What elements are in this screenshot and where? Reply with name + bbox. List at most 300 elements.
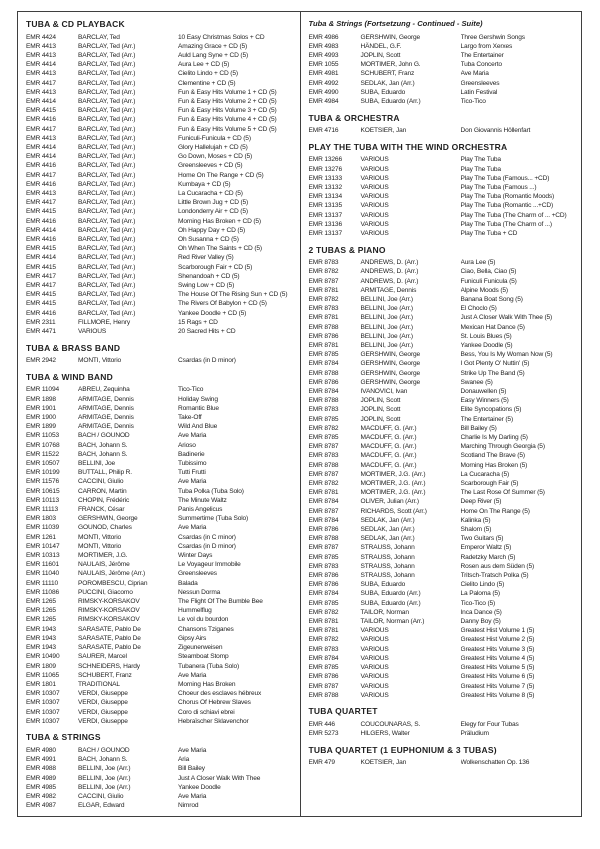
composer-name: SEDLAK, Jan (Arr.): [360, 516, 415, 524]
catalog-row: [309, 220, 576, 229]
emr-number: EMR 11110: [26, 579, 59, 587]
catalog-row: [309, 267, 576, 276]
emr-number: EMR 8786: [308, 572, 339, 580]
emr-number: EMR 5273: [308, 730, 339, 738]
composer-name: BARCLAY, Ted (Arr.): [78, 79, 136, 87]
piece-title: Aura Lee + CD (5): [178, 61, 230, 69]
composer-name: BARCLAY, Ted (Arr.): [78, 189, 136, 197]
composer-name: MORTIMER, John G.: [360, 61, 421, 69]
piece-title: Gipsy Airs: [178, 634, 207, 642]
composer-name: BARCLAY, Ted (Arr.): [78, 281, 136, 289]
piece-title: Cielito Lindo + CD (5): [178, 70, 238, 78]
piece-title: La Cucaracha (5): [460, 470, 510, 478]
emr-number: EMR 8784: [308, 498, 339, 506]
emr-number: EMR 10768: [26, 441, 60, 449]
emr-number: EMR 8788: [308, 397, 339, 405]
catalog-row: [309, 313, 576, 322]
catalog-row: [26, 327, 294, 336]
piece-title: Ave Maria: [178, 432, 207, 440]
composer-name: BARCLAY, Ted (Arr.): [78, 143, 136, 151]
piece-title: Charlie Is My Darling (5): [460, 434, 528, 442]
catalog-section: [309, 245, 576, 700]
piece-title: Greatest Hits Volume 3 (5): [460, 645, 535, 653]
piece-title: Oh Happy Day + CD (5): [178, 226, 246, 234]
composer-name: VARIOUS: [360, 193, 389, 201]
catalog-row: [309, 155, 576, 164]
emr-number: EMR 8787: [308, 544, 339, 552]
catalog-row: [309, 258, 576, 267]
emr-number: EMR 8781: [308, 286, 339, 294]
catalog-row: [309, 758, 576, 767]
composer-name: VARIOUS: [360, 691, 389, 699]
emr-number: EMR 4416: [26, 180, 56, 188]
emr-number: EMR 4414: [26, 61, 56, 69]
piece-title: Fun & Easy Hits Volume 1 + CD (5): [178, 88, 277, 96]
composer-name: FILLMORE, Henry: [78, 318, 130, 326]
piece-title: Ave Maria: [460, 70, 489, 78]
piece-title: Tutti Frutti: [178, 469, 206, 477]
catalog-row: [26, 708, 294, 717]
catalog-row: [309, 350, 576, 359]
composer-name: VARIOUS: [78, 328, 107, 335]
catalog-row: [309, 691, 576, 700]
piece-title: Scotland The Brave (5): [460, 452, 525, 460]
composer-name: STRAUSS, Johann: [360, 572, 415, 580]
piece-title: Latin Festival: [460, 88, 498, 96]
emr-number: EMR 1261: [26, 533, 56, 541]
composer-name: RICHARDS, Scott (Arr.): [360, 507, 427, 515]
composer-name: VARIOUS: [360, 673, 389, 681]
catalog-row: [26, 459, 294, 468]
composer-name: ANDREWS, D. (Arr.): [360, 277, 419, 285]
composer-name: MACDUFF, G. (Arr.): [360, 461, 417, 469]
catalog-row: [26, 134, 294, 143]
catalog-row: [26, 634, 294, 643]
section-rows: [309, 258, 576, 700]
emr-number: EMR 8782: [308, 480, 339, 488]
piece-title: Wild And Blue: [178, 423, 218, 431]
catalog-row: [309, 211, 576, 220]
composer-name: BARCLAY, Ted (Arr.): [78, 245, 136, 253]
composer-name: MONTI, Vittorio: [78, 542, 122, 550]
catalog-row: [26, 422, 294, 431]
piece-title: Deep River (5): [460, 498, 502, 506]
piece-title: Greensleeves: [460, 79, 500, 87]
piece-title: Chansons Tziganes: [178, 625, 234, 633]
catalog-row: [26, 309, 294, 318]
catalog-row: [26, 253, 294, 262]
composer-name: STRAUSS, Johann: [360, 562, 415, 570]
emr-number: EMR 11576: [26, 478, 59, 486]
emr-number: EMR 8785: [308, 553, 339, 561]
piece-title: Nimrod: [178, 802, 199, 810]
composer-name: SARASATE, Pablo De: [78, 634, 141, 642]
catalog-row: [26, 755, 294, 764]
composer-name: VARIOUS: [360, 165, 389, 173]
emr-number: EMR 8788: [308, 535, 339, 543]
catalog-row: [309, 654, 576, 663]
catalog-section: [26, 732, 294, 810]
piece-title: Hummelflug: [178, 607, 212, 615]
piece-title: Play The Tuba + CD: [460, 229, 518, 237]
composer-name: VARIOUS: [360, 636, 389, 644]
emr-number: EMR 8785: [308, 599, 339, 607]
composer-name: BARCLAY, Ted (Arr.): [78, 291, 136, 299]
piece-title: Rosen aus dem Süden (5): [460, 562, 535, 570]
emr-number: EMR 8782: [308, 424, 339, 432]
piece-title: Tuba Polka (Tuba Solo): [178, 487, 244, 495]
emr-number: EMR 4414: [26, 153, 56, 161]
piece-title: Präludium: [460, 730, 489, 738]
composer-name: TRADITIONAL: [78, 680, 120, 688]
section-rows: [309, 758, 576, 767]
composer-name: ANDREWS, D. (Arr.): [360, 259, 419, 267]
catalog-row: [26, 652, 294, 661]
catalog-row: [309, 516, 576, 525]
catalog-row: [26, 698, 294, 707]
piece-title: Scarborough Fair + CD (5): [178, 263, 253, 271]
piece-title: Two Guitars (5): [460, 535, 504, 543]
composer-name: BARCLAY, Ted (Arr.): [78, 107, 136, 115]
composer-name: BACH / GOUNOD: [78, 746, 130, 754]
emr-number: EMR 8788: [308, 323, 339, 331]
composer-name: BARCLAY, Ted (Arr.): [78, 42, 136, 50]
catalog-row: [26, 318, 294, 327]
piece-title: Emperor Waltz (5): [460, 544, 512, 552]
composer-name: RIMSKY-KORSAKOV: [78, 598, 140, 606]
piece-title: Csardas (in D minor): [178, 357, 236, 365]
composer-name: MORTIMER, J.G.: [78, 552, 128, 560]
piece-title: Yankee Doodle: [178, 783, 221, 791]
composer-name: ARMITAGE, Dennis: [78, 395, 134, 403]
composer-name: BARCLAY, Ted (Arr.): [78, 162, 136, 170]
catalog-row: [26, 180, 294, 189]
catalog-row: [26, 244, 294, 253]
catalog-row: [309, 635, 576, 644]
emr-number: EMR 4414: [26, 254, 56, 262]
composer-name: ARMITAGE, Dennis: [78, 414, 134, 422]
emr-number: EMR 1265: [26, 598, 56, 606]
emr-number: EMR 4414: [26, 143, 56, 151]
piece-title: Play The Tuba (The Charm of ...): [460, 220, 552, 228]
emr-number: EMR 4984: [308, 97, 339, 105]
composer-name: MACDUFF, G. (Arr.): [360, 452, 417, 460]
piece-title: Tubissimo: [178, 460, 207, 468]
emr-number: EMR 4983: [308, 42, 339, 50]
composer-name: VARIOUS: [360, 664, 389, 672]
catalog-row: [309, 720, 576, 729]
piece-title: Aria: [178, 756, 190, 764]
piece-title: El Choclo (5): [460, 305, 497, 313]
emr-number: EMR 4415: [26, 208, 56, 216]
piece-title: Funiculi-Funicula + CD (5): [178, 134, 251, 142]
emr-number: EMR 4417: [26, 281, 56, 289]
composer-name: BARCLAY, Ted (Arr.): [78, 171, 136, 179]
catalog-row: [26, 542, 294, 551]
emr-number: EMR 2311: [26, 318, 56, 326]
piece-title: Swanee (5): [460, 378, 493, 386]
piece-title: Csardas (in D minor): [178, 542, 236, 550]
piece-title: Kalinka (5): [460, 516, 491, 524]
piece-title: Danny Boy (5): [460, 618, 501, 626]
piece-title: Elegy for Four Tubas: [460, 720, 519, 728]
catalog-row: [309, 369, 576, 378]
emr-number: EMR 11053: [26, 432, 59, 440]
piece-title: Scarborough Fair (5): [460, 480, 519, 488]
emr-number: EMR 4985: [26, 783, 56, 791]
emr-number: EMR 8786: [308, 332, 339, 340]
composer-name: VARIOUS: [360, 220, 389, 228]
piece-title: Ave Maria: [178, 671, 207, 679]
composer-name: MONTI, Vittorio: [78, 533, 122, 541]
catalog-row: [26, 615, 294, 624]
emr-number: EMR 8786: [308, 673, 339, 681]
composer-name: GERSHWIN, George: [360, 33, 421, 41]
catalog-column-right: [300, 12, 582, 816]
composer-name: POROMBESCU, Ciprian: [78, 579, 148, 587]
composer-name: MACDUFF, G. (Arr.): [360, 434, 417, 442]
piece-title: Ave Maria: [178, 792, 207, 800]
composer-name: SUBA, Eduardo: [360, 581, 406, 589]
piece-title: Choeur des esclaves hébreux: [178, 690, 262, 698]
piece-title: Three Gershwin Songs: [460, 33, 525, 41]
piece-title: Tico-Tico (5): [460, 599, 496, 607]
catalog-section: [309, 745, 576, 768]
catalog-row: [26, 281, 294, 290]
emr-number: EMR 8781: [308, 618, 339, 626]
piece-title: Marching Through Georgia (5): [460, 443, 545, 451]
composer-name: STRAUSS, Johann: [360, 553, 415, 561]
piece-title: Badinerie: [178, 450, 205, 458]
catalog-row: [26, 42, 294, 51]
composer-name: FRANCK, César: [78, 506, 125, 514]
catalog-row: [309, 589, 576, 598]
composer-name: VARIOUS: [360, 682, 389, 690]
composer-name: BACH / GOUNOD: [78, 432, 130, 440]
catalog-row: [309, 126, 576, 135]
composer-name: COUCOUNARAS, S.: [360, 720, 421, 728]
composer-name: VARIOUS: [360, 183, 389, 191]
piece-title: Red River Valley (5): [178, 254, 234, 262]
emr-number: EMR 4414: [26, 97, 56, 105]
composer-name: JOPLIN, Scott: [360, 406, 401, 414]
piece-title: Greensleeves + CD (5): [178, 162, 243, 170]
catalog-row: [26, 235, 294, 244]
piece-title: Ciao, Bella, Ciao (5): [460, 268, 517, 276]
section-rows: [26, 385, 294, 726]
emr-number: EMR 4424: [26, 33, 56, 41]
emr-number: EMR 11039: [26, 524, 59, 532]
composer-name: BELLINI, Joe (Arr.): [360, 332, 413, 340]
catalog-row: [26, 662, 294, 671]
composer-name: BARCLAY, Ted (Arr.): [78, 134, 136, 142]
emr-number: EMR 8787: [308, 470, 339, 478]
emr-number: EMR 8788: [308, 691, 339, 699]
emr-number: EMR 8783: [308, 562, 339, 570]
emr-number: EMR 4417: [26, 199, 56, 207]
catalog-row: [309, 663, 576, 672]
piece-title: Londonderry Air + CD (5): [178, 208, 248, 216]
emr-number: EMR 4416: [26, 235, 56, 243]
composer-name: SARASATE, Pablo De: [78, 625, 141, 633]
section-heading: TUBA QUARTET (1 EUPHONIUM & 3 TUBAS): [308, 744, 497, 755]
composer-name: VERDI, Giuseppe: [78, 708, 128, 716]
emr-number: EMR 11113: [26, 506, 59, 514]
composer-name: BACH, Johann S.: [78, 450, 128, 458]
emr-number: EMR 10199: [26, 469, 60, 477]
piece-title: Go Down, Moses + CD (5): [178, 153, 253, 161]
composer-name: BACH, Johann S.: [78, 756, 128, 764]
piece-title: Oh Susanna + CD (5): [178, 235, 239, 243]
catalog-row: [26, 597, 294, 606]
composer-name: RIMSKY-KORSAKOV: [78, 616, 140, 624]
catalog-row: [309, 396, 576, 405]
emr-number: EMR 4415: [26, 107, 56, 115]
emr-number: EMR 10147: [26, 542, 60, 550]
composer-name: CHOPIN, Frédéric: [78, 496, 130, 504]
composer-name: VARIOUS: [360, 211, 389, 219]
composer-name: SUBA, Eduardo (Arr.): [360, 590, 421, 598]
composer-name: VARIOUS: [360, 229, 389, 237]
emr-number: EMR 11040: [26, 570, 59, 578]
piece-title: St. Louis Blues (5): [460, 332, 512, 340]
composer-name: BACH, Johann S.: [78, 441, 128, 449]
composer-name: HÄNDEL, G.F.: [360, 42, 402, 50]
piece-title: Arioso: [178, 441, 196, 449]
section-rows: [26, 33, 294, 337]
composer-name: HILGERS, Walter: [360, 730, 410, 738]
piece-title: Radetzky March (5): [460, 553, 516, 561]
composer-name: MORTIMER, J.G. (Arr.): [360, 489, 426, 497]
catalog-row: [309, 97, 576, 106]
catalog-row: [309, 451, 576, 460]
composer-name: BARCLAY, Ted (Arr.): [78, 309, 136, 317]
catalog-row: [26, 97, 294, 106]
piece-title: Glory Hallelujah + CD (5): [178, 143, 248, 151]
catalog-row: [26, 171, 294, 180]
emr-number: EMR 8783: [308, 406, 339, 414]
composer-name: MACDUFF, G. (Arr.): [360, 424, 417, 432]
composer-name: ARMITAGE, Dennis: [78, 423, 134, 431]
catalog-row: [309, 543, 576, 552]
catalog-row: [309, 497, 576, 506]
composer-name: SCHUBERT, Franz: [360, 70, 415, 78]
composer-name: BELLINI, Joe: [78, 460, 116, 468]
catalog-row: [309, 69, 576, 78]
catalog-row: [26, 143, 294, 152]
catalog-row: [309, 286, 576, 295]
piece-title: Little Brown Jug + CD (5): [178, 199, 249, 207]
piece-title: Le Voyageur Immobile: [178, 561, 241, 569]
catalog-row: [309, 461, 576, 470]
piece-title: Nessun Dorma: [178, 588, 221, 596]
piece-title: Yankee Doodle (5): [460, 341, 513, 349]
piece-title: I Got Plenty O' Nuttin' (5): [460, 360, 530, 368]
catalog-row: [309, 433, 576, 442]
piece-title: Largo from Xerxes: [460, 42, 513, 50]
catalog-row: [309, 525, 576, 534]
emr-number: EMR 4982: [26, 792, 56, 800]
composer-name: SUBA, Eduardo (Arr.): [360, 599, 421, 607]
composer-name: JOPLIN, Scott: [360, 51, 401, 59]
emr-number: EMR 4989: [26, 774, 56, 782]
piece-title: Holiday Swing: [178, 395, 218, 403]
catalog-row: [26, 207, 294, 216]
emr-number: EMR 4413: [26, 88, 56, 96]
piece-title: Zigeunerweisen: [178, 644, 223, 652]
piece-title: Play The Tuba (Famous ...): [460, 183, 537, 191]
emr-number: EMR 10307: [26, 690, 60, 698]
catalog-row: [309, 562, 576, 571]
composer-name: MORTIMER, J.G. (Arr.): [360, 480, 426, 488]
emr-number: EMR 8786: [308, 581, 339, 589]
catalog-row: [26, 299, 294, 308]
catalog-row: [26, 606, 294, 615]
composer-name: SUBA, Eduardo: [360, 88, 406, 96]
emr-number: EMR 8785: [308, 351, 339, 359]
composer-name: JOPLIN, Scott: [360, 415, 401, 423]
emr-number: EMR 10307: [26, 699, 60, 707]
composer-name: BARCLAY, Ted (Arr.): [78, 153, 136, 161]
emr-number: EMR 1265: [26, 607, 56, 615]
emr-number: EMR 4415: [26, 291, 56, 299]
piece-title: Mexican Hat Dance (5): [460, 323, 525, 331]
piece-title: Tuba Concerto: [460, 61, 502, 69]
composer-name: BARCLAY, Ted: [78, 33, 120, 41]
catalog-section: [26, 343, 294, 366]
emr-number: EMR 4413: [26, 189, 56, 197]
catalog-row: [309, 51, 576, 60]
composer-name: SAURER, Marcel: [78, 653, 127, 661]
emr-number: EMR 1809: [26, 662, 56, 670]
emr-number: EMR 10307: [26, 717, 60, 725]
catalog-row: [309, 192, 576, 201]
catalog-row: [26, 579, 294, 588]
composer-name: MONTI, Vittorio: [78, 357, 122, 365]
composer-name: ELGAR, Edward: [78, 802, 125, 810]
piece-title: Play The Tuba (The Charm of ... +CD): [460, 211, 567, 219]
composer-name: BARCLAY, Ted (Arr.): [78, 208, 136, 216]
piece-title: Strike Up The Band (5): [460, 369, 525, 377]
composer-name: CACCINI, Giulio: [78, 792, 124, 800]
emr-number: EMR 2942: [26, 357, 56, 365]
composer-name: BARCLAY, Ted (Arr.): [78, 272, 136, 280]
piece-title: The Rivers Of Babylon + CD (5): [178, 300, 267, 308]
emr-number: EMR 13134: [308, 193, 342, 201]
emr-number: EMR 4416: [26, 217, 56, 225]
composer-name: KOETSIER, Jan: [360, 127, 407, 135]
piece-title: Greatest Hits Volume 4 (5): [460, 654, 535, 662]
catalog-row: [309, 33, 576, 42]
piece-title: Bess, You Is My Woman Now (5): [460, 351, 553, 359]
emr-number: EMR 10507: [26, 460, 60, 468]
catalog-row: [26, 161, 294, 170]
catalog-row: [309, 507, 576, 516]
piece-title: Alpine Moods (5): [460, 286, 508, 294]
catalog-row: [26, 523, 294, 532]
piece-title: Home On The Range + CD (5): [178, 171, 264, 179]
catalog-row: [309, 60, 576, 69]
catalog-row: [309, 359, 576, 368]
catalog-row: [309, 42, 576, 51]
piece-title: Fun & Easy Hits Volume 2 + CD (5): [178, 97, 277, 105]
piece-title: Play The Tuba (Famous... +CD): [460, 174, 550, 182]
catalog-row: [309, 617, 576, 626]
section-heading: 2 TUBAS & PIANO: [308, 244, 386, 255]
piece-title: 10 Easy Christmas Solos + CD: [178, 33, 265, 41]
catalog-row: [309, 201, 576, 210]
catalog-row: [309, 580, 576, 589]
